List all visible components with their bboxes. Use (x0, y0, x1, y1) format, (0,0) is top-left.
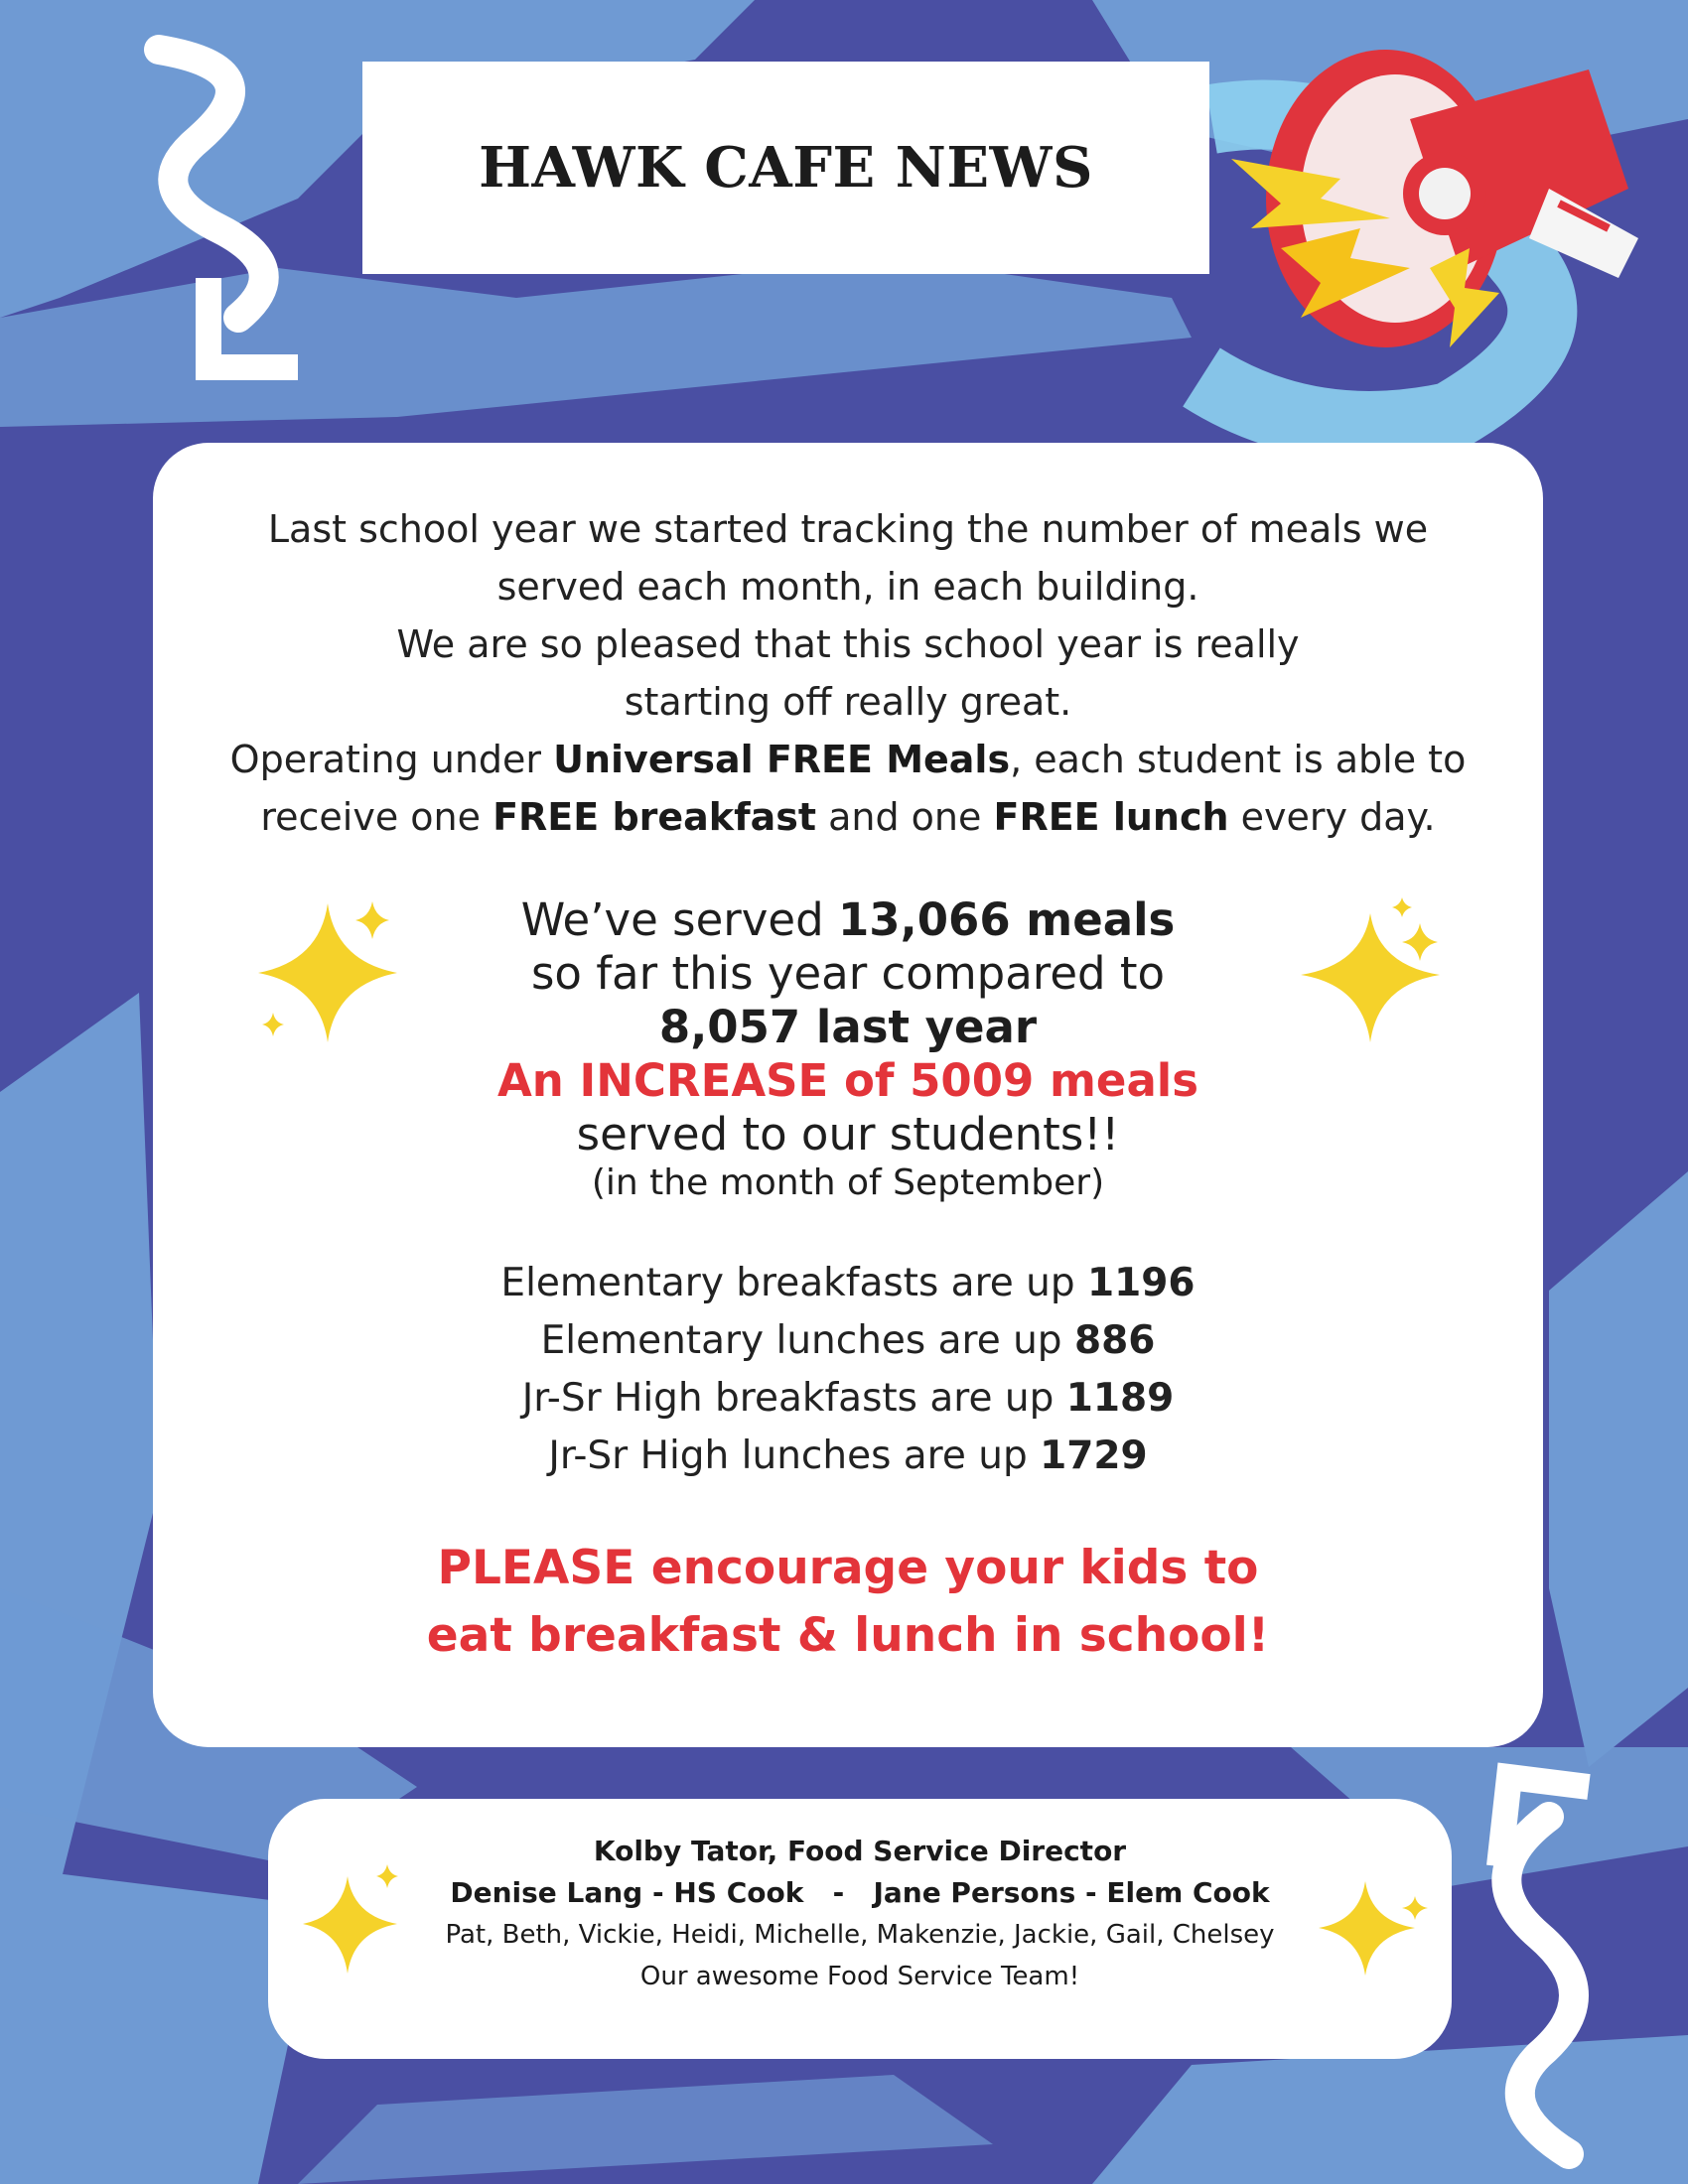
list-item (153, 1255, 1543, 1312)
sparkle-icon (293, 1856, 412, 1985)
list-item-value: 1196 (1087, 1261, 1196, 1305)
intro-line: Last school year we started tracking the number of meals we (267, 507, 1429, 551)
intro-text-span: receive one (260, 795, 493, 839)
free-lunch: FREE lunch (993, 795, 1229, 839)
director-line: Kolby Tator, Food Service Director (593, 1835, 1127, 1867)
intro-text (153, 500, 1543, 846)
list-item (153, 1370, 1543, 1428)
list-item-value: 886 (1073, 1318, 1156, 1363)
squiggle-arrow-icon (119, 30, 318, 387)
list-item (153, 1312, 1543, 1370)
list-item-label: Elementary lunches are up (540, 1318, 1074, 1363)
main-card (153, 443, 1543, 1747)
compare-line: so far this year compared to (530, 947, 1166, 1000)
cooks-line: Denise Lang - HS Cook - Jane Persons - Elem Cook (450, 1876, 1270, 1909)
last-year-value: 8,057 last year (658, 1001, 1038, 1053)
list-item-value: 1729 (1040, 1433, 1148, 1478)
served-label: We’ve served (520, 893, 838, 946)
increase-list (153, 1255, 1543, 1485)
megaphone-icon (1211, 40, 1678, 377)
page-title: HAWK CAFE NEWS (479, 135, 1093, 201)
intro-text-span: and one (816, 795, 994, 839)
list-item-label: Elementary breakfasts are up (500, 1261, 1088, 1305)
served-to-line: served to our students!! (576, 1108, 1120, 1160)
intro-line: We are so pleased that this school year is really (396, 622, 1300, 666)
intro-text-span: Operating under (229, 738, 554, 781)
header-box (362, 62, 1209, 274)
month-note: (in the month of September) (591, 1162, 1105, 1203)
team-tagline: Our awesome Food Service Team! (639, 1962, 1080, 1991)
call-to-action (153, 1535, 1543, 1670)
intro-line (153, 788, 1543, 846)
list-item-value: 1189 (1065, 1376, 1175, 1421)
intro-line: starting off really great. (624, 680, 1072, 724)
credits-card (268, 1799, 1452, 2059)
intro-line (153, 731, 1543, 788)
sparkle-icon (1311, 1866, 1440, 1985)
list-item-label: Jr-Sr High breakfasts are up (521, 1376, 1066, 1421)
cta-line: eat breakfast & lunch in school! (426, 1608, 1270, 1663)
increase-line: An INCREASE of 5009 meals (496, 1054, 1199, 1107)
intro-text-span: , each student is able to (1010, 738, 1467, 781)
intro-line: served each month, in each building. (496, 565, 1199, 609)
credits-text (268, 1831, 1452, 1997)
free-breakfast: FREE breakfast (492, 795, 817, 839)
team-line: Pat, Beth, Vickie, Heidi, Michelle, Makenzie, Jackie, Gail, Chelsey (445, 1920, 1275, 1950)
intro-text-span: every day. (1228, 795, 1436, 839)
squiggle-arrow-icon (1450, 1757, 1648, 2174)
sparkle-icon (1291, 893, 1460, 1052)
cta-line: PLEASE encourage your kids to (437, 1541, 1259, 1595)
universal-free-meals: Universal FREE Meals (553, 738, 1011, 781)
list-item-label: Jr-Sr High lunches are up (548, 1433, 1041, 1478)
list-item (153, 1428, 1543, 1485)
served-value: 13,066 meals (837, 893, 1176, 946)
sparkle-icon (248, 893, 407, 1052)
